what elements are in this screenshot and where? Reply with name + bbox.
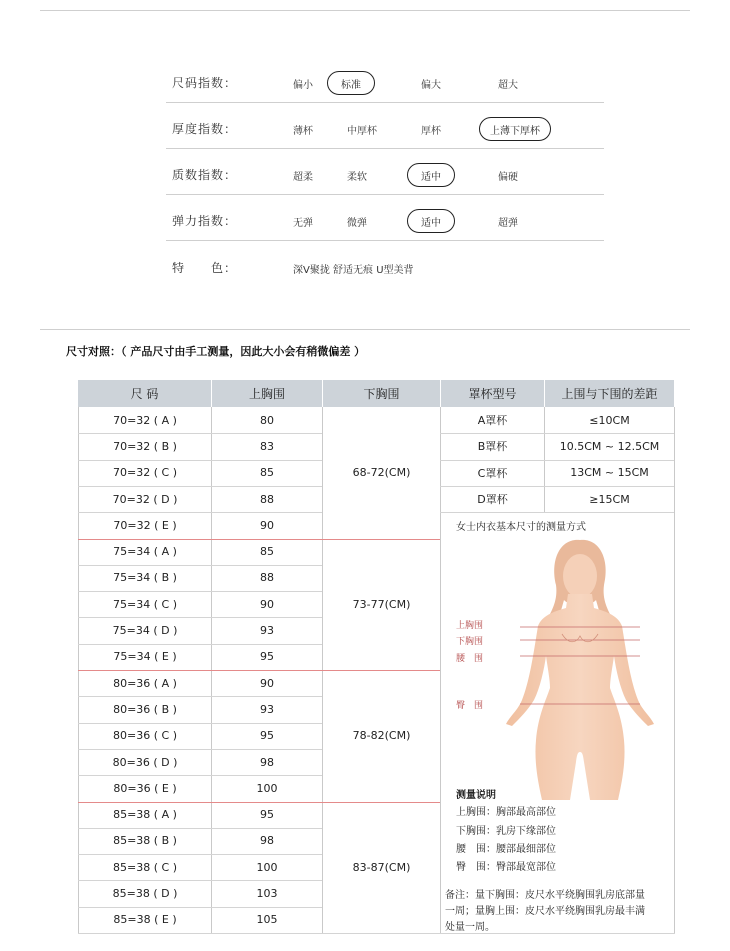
index-3-option-0[interactable]: 无弹 xyxy=(293,218,313,229)
index-0-option-3[interactable]: 超大 xyxy=(498,80,518,91)
table-cell-size: 85=38 ( E ) xyxy=(113,913,177,927)
section-divider xyxy=(40,329,690,330)
index-2-option-3[interactable]: 偏硬 xyxy=(498,172,518,183)
torso-shape xyxy=(506,594,654,800)
table-cell-upper-bust: 103 xyxy=(256,887,278,901)
index-label-3: 弹力指数： xyxy=(172,214,238,228)
index-1-option-0[interactable]: 薄杯 xyxy=(293,126,313,137)
explain-line-3: 腰 围：腰部最细部位 xyxy=(456,844,556,855)
table-cell-upper-bust: 98 xyxy=(260,834,274,848)
table-cell-upper-bust: 90 xyxy=(260,676,274,690)
explain-line-2: 下胸围：乳房下缘部位 xyxy=(456,826,556,837)
index-label-2: 质数指数： xyxy=(172,168,238,182)
table-cell-size: 70=32 ( B ) xyxy=(113,439,177,453)
table-cell-cup-diff: ≥15CM xyxy=(589,492,630,506)
table-header-3: 罩杯型号 xyxy=(441,380,544,407)
table-cell-under-bust: 78-82(CM) xyxy=(352,729,411,743)
table-cell-upper-bust: 105 xyxy=(256,913,278,927)
note-line-1: 备注：量下胸围：皮尺水平绕胸围乳房底部量 xyxy=(445,890,645,901)
index-row-divider xyxy=(166,102,604,103)
table-header-1: 上胸围 xyxy=(212,380,322,407)
index-2-option-1[interactable]: 柔软 xyxy=(347,172,367,183)
feature-label: 特 色： xyxy=(172,261,238,275)
table-cell-upper-bust: 95 xyxy=(260,650,274,664)
top-divider xyxy=(40,10,690,11)
table-cell-upper-bust: 88 xyxy=(260,571,274,585)
index-0-option-0[interactable]: 偏小 xyxy=(293,80,313,91)
table-cell-upper-bust: 93 xyxy=(260,702,274,716)
index-1-option-3-selected[interactable]: 上薄下厚杯 xyxy=(479,117,551,141)
table-cell-size: 75=34 ( E ) xyxy=(113,650,177,664)
table-cell-cup-diff: 10.5CM ~ 12.5CM xyxy=(559,439,660,453)
table-cell-upper-bust: 100 xyxy=(256,781,278,795)
table-frame-bottom xyxy=(78,933,675,934)
table-cell-upper-bust: 80 xyxy=(260,413,274,427)
label-under-bust: 下胸围 xyxy=(456,637,484,647)
index-1-option-1[interactable]: 中厚杯 xyxy=(347,126,377,137)
index-3-option-2-selected[interactable]: 适中 xyxy=(407,209,455,233)
table-cell-upper-bust: 95 xyxy=(260,808,274,822)
table-cell-upper-bust: 95 xyxy=(260,729,274,743)
table-cell-upper-bust: 93 xyxy=(260,624,274,638)
explain-line-4: 臀 围：臀部最宽部位 xyxy=(456,862,556,873)
table-cell-cup: C罩杯 xyxy=(477,466,508,480)
table-cell-under-bust: 73-77(CM) xyxy=(352,597,411,611)
index-2-option-2-selected[interactable]: 适中 xyxy=(407,163,455,187)
table-cell-size: 80=36 ( C ) xyxy=(113,729,177,743)
table-cell-size: 75=34 ( C ) xyxy=(113,597,177,611)
label-waist: 腰 围 xyxy=(456,654,484,664)
table-cell-size: 70=32 ( E ) xyxy=(113,518,177,532)
cup-row-line xyxy=(440,512,674,513)
index-0-option-2[interactable]: 偏大 xyxy=(421,80,441,91)
table-cell-size: 70=32 ( A ) xyxy=(113,413,177,427)
table-cell-size: 75=34 ( A ) xyxy=(113,545,177,559)
table-cell-size: 70=32 ( C ) xyxy=(113,466,177,480)
table-cell-size: 85=38 ( B ) xyxy=(113,834,177,848)
size-chart-title: 尺寸对照：（ 产品尺寸由手工测量，因此大小会有稍微偏差 ） xyxy=(66,345,366,358)
table-cell-cup: B罩杯 xyxy=(477,440,508,454)
note-line-2: 一周；量胸上围：皮尺水平绕胸围乳房最丰满 xyxy=(445,906,645,917)
index-row-divider xyxy=(166,148,604,149)
measure-title: 女士内衣基本尺寸的测量方式 xyxy=(456,522,586,533)
table-cell-cup: D罩杯 xyxy=(477,493,508,507)
table-cell-upper-bust: 90 xyxy=(260,518,274,532)
table-cell-under-bust: 83-87(CM) xyxy=(352,860,411,874)
table-cell-size: 85=38 ( A ) xyxy=(113,808,177,822)
table-cell-upper-bust: 85 xyxy=(260,466,274,480)
table-cell-size: 75=34 ( B ) xyxy=(113,571,177,585)
index-0-option-1-selected[interactable]: 标准 xyxy=(327,71,375,95)
table-cell-size: 80=36 ( B ) xyxy=(113,702,177,716)
table-cell-size: 80=36 ( D ) xyxy=(112,755,178,769)
table-header-4: 上围与下围的差距 xyxy=(545,380,674,407)
index-1-option-2[interactable]: 厚杯 xyxy=(421,126,441,137)
table-cell-upper-bust: 83 xyxy=(260,439,274,453)
table-cell-cup-diff: 13CM ~ 15CM xyxy=(570,466,649,480)
index-3-option-3[interactable]: 超弹 xyxy=(498,218,518,229)
table-cell-upper-bust: 100 xyxy=(256,860,278,874)
index-3-option-1[interactable]: 微弹 xyxy=(347,218,367,229)
note-line-3: 处量一周。 xyxy=(445,922,495,933)
feature-text: 深V聚拢 舒适无痕 U型美背 xyxy=(293,265,414,276)
index-row-divider xyxy=(166,194,604,195)
table-cell-size: 80=36 ( A ) xyxy=(113,676,177,690)
label-hip: 臀 围 xyxy=(456,701,484,711)
head-shape xyxy=(563,554,597,598)
table-cell-upper-bust: 98 xyxy=(260,755,274,769)
index-label-1: 厚度指数： xyxy=(172,122,238,136)
table-cell-size: 80=36 ( E ) xyxy=(113,781,177,795)
table-cell-size: 70=32 ( D ) xyxy=(112,492,178,506)
index-2-option-0[interactable]: 超柔 xyxy=(293,172,313,183)
table-cell-under-bust: 68-72(CM) xyxy=(352,466,411,480)
table-cell-size: 85=38 ( D ) xyxy=(112,887,178,901)
body-figure xyxy=(440,530,675,800)
index-row-divider xyxy=(166,240,604,241)
index-label-0: 尺码指数： xyxy=(172,76,238,90)
table-cell-upper-bust: 88 xyxy=(260,492,274,506)
label-upper-bust: 上胸围 xyxy=(456,621,484,631)
table-cell-cup-diff: ≤10CM xyxy=(589,413,630,427)
table-cell-cup: A罩杯 xyxy=(477,414,508,428)
explain-title: 测量说明 xyxy=(456,790,496,801)
table-cell-upper-bust: 85 xyxy=(260,545,274,559)
table-cell-upper-bust: 90 xyxy=(260,597,274,611)
table-header-2: 下胸围 xyxy=(323,380,440,407)
explain-line-1: 上胸围：胸部最高部位 xyxy=(456,807,556,818)
table-header-0: 尺 码 xyxy=(78,380,211,407)
table-cell-size: 85=38 ( C ) xyxy=(113,860,177,874)
table-cell-size: 75=34 ( D ) xyxy=(112,624,178,638)
